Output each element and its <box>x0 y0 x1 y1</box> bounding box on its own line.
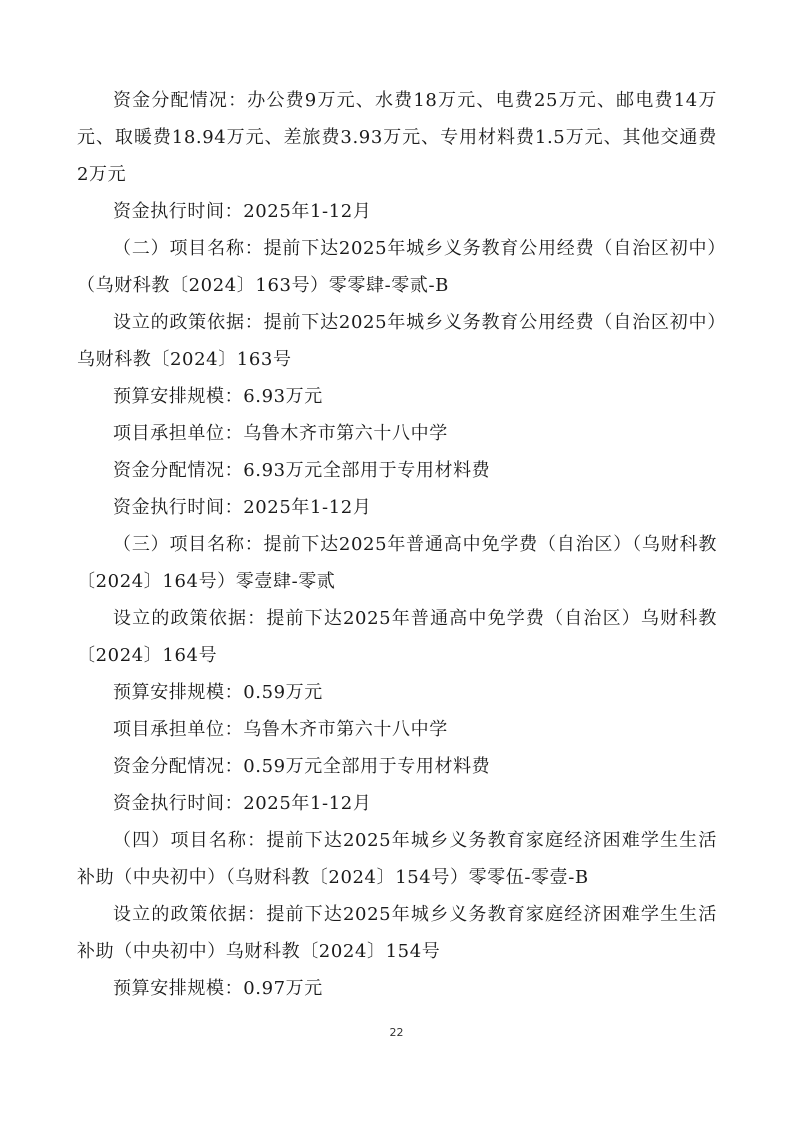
paragraph-undertaking-unit-3: 项目承担单位：乌鲁木齐市第六十八中学 <box>113 719 448 740</box>
paragraph-fund-allocation-2: 资金分配情况：6.93万元全部用于专用材料费 <box>113 460 491 481</box>
paragraph-execution-time-3: 资金执行时间：2025年1-12月 <box>113 793 372 814</box>
document-body <box>77 82 717 1007</box>
paragraph-budget-scale-2: 预算安排规模：6.93万元 <box>113 386 323 407</box>
paragraph-project-name-4: （四）项目名称：提前下达2025年城乡义务教育家庭经济困难学生生活补助（中央初中）（乌财科教〔2024〕154号）零零伍-零壹-B <box>77 830 717 888</box>
paragraph-project-name-3: （三）项目名称：提前下达2025年普通高中免学费（自治区）（乌财科教〔2024〕164号）零壹肆-零贰 <box>77 534 717 592</box>
paragraph-project-name-2: （二）项目名称：提前下达2025年城乡义务教育公用经费（自治区初中）（乌财科教〔2024〕163号）零零肆-零贰-B <box>77 238 717 296</box>
page-number: 22 <box>389 1026 404 1039</box>
paragraph-fund-allocation-1: 资金分配情况：办公费9万元、水费18万元、电费25万元、邮电费14万元、取暖费18.94万元、差旅费3.93万元、专用材料费1.5万元、其他交通费2万元 <box>77 90 717 185</box>
paragraph-execution-time-1: 资金执行时间：2025年1-12月 <box>113 201 372 222</box>
paragraph-budget-scale-4: 预算安排规模：0.97万元 <box>113 978 323 999</box>
paragraph-policy-basis-2: 设立的政策依据：提前下达2025年城乡义务教育公用经费（自治区初中）乌财科教〔2024〕163号 <box>77 312 717 370</box>
paragraph-budget-scale-3: 预算安排规模：0.59万元 <box>113 682 323 703</box>
paragraph-policy-basis-3: 设立的政策依据：提前下达2025年普通高中免学费（自治区）乌财科教〔2024〕164号 <box>77 608 717 666</box>
paragraph-undertaking-unit-2: 项目承担单位：乌鲁木齐市第六十八中学 <box>113 423 448 444</box>
paragraph-fund-allocation-3: 资金分配情况：0.59万元全部用于专用材料费 <box>113 756 491 777</box>
paragraph-policy-basis-4: 设立的政策依据：提前下达2025年城乡义务教育家庭经济困难学生生活补助（中央初中）乌财科教〔2024〕154号 <box>77 904 717 962</box>
paragraph-execution-time-2: 资金执行时间：2025年1-12月 <box>113 497 372 518</box>
